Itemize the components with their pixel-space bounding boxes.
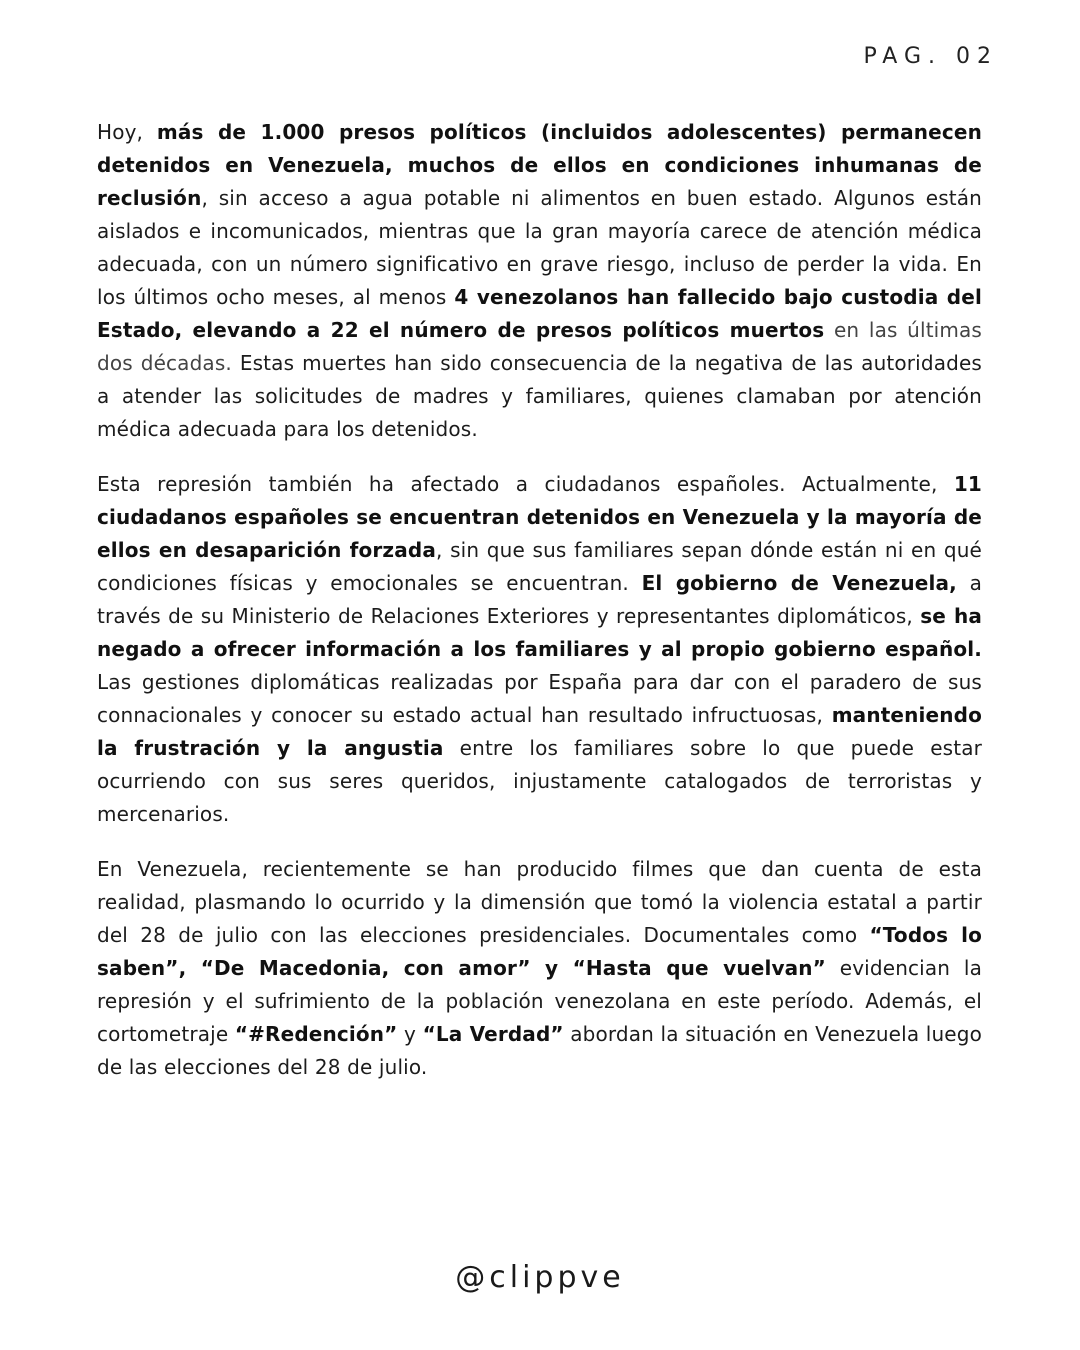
article-body — [97, 116, 982, 1106]
bold-segment: “La Verdad” — [422, 1022, 564, 1046]
paragraph-political-prisoners — [97, 116, 982, 446]
text-segment: Esta represión también ha afectado a ciudadanos españoles. Actualmente, — [97, 472, 954, 496]
text-segment: entre los familiares sobre lo que puede estar ocurriendo con sus seres queridos, injustamente catalogados de terroristas y mercenarios. — [97, 736, 982, 826]
bold-segment: El gobierno de Venezuela, — [641, 571, 957, 595]
bold-segment: más de 1.000 presos políticos (incluidos adolescentes) permanecen detenidos en Venezuela, muchos de ellos en condiciones inhumanas de reclusión — [97, 120, 982, 210]
text-segment: Hoy, — [97, 120, 157, 144]
text-segment: , sin acceso a agua potable ni alimentos en buen estado. Algunos están aislados e incomunicados, mientras que la gran mayoría carece de atención médica adecuada, con un número significativo en grave riesgo, incluso de perder la vida. En los últimos ocho meses, al menos — [97, 186, 982, 309]
text-segment: y — [397, 1022, 423, 1046]
paragraph-spanish-citizens — [97, 468, 982, 831]
social-handle: @clippve — [455, 1260, 625, 1295]
text-segment: evidencian la represión y el sufrimiento de la población venezolana en este período. Además, el cortometraje — [97, 956, 982, 1046]
bold-segment: se ha negado a ofrecer información a los familiares y al propio gobierno español. — [97, 604, 982, 661]
text-segment: abordan la situación en Venezuela luego de las elecciones del 28 de julio. — [97, 1022, 982, 1079]
bold-segment: “#Redención” — [234, 1022, 398, 1046]
text-segment: en las últimas dos décadas. — [97, 318, 982, 375]
text-segment: En Venezuela, recientemente se han producido filmes que dan cuenta de esta realidad, plasmando lo ocurrido y la dimensión que tomó la violencia estatal a partir del 28 de julio con las elecciones presidenciales. Documentales como — [97, 857, 982, 947]
bold-segment: manteniendo la frustración y la angustia — [97, 703, 982, 760]
text-segment: Estas muertes han sido consecuencia de la negativa de las autoridades a atender las solicitudes de madres y familiares, quienes clamaban por atención médica adecuada para los detenidos. — [97, 351, 982, 441]
paragraph-films — [97, 853, 982, 1084]
bold-segment: 11 ciudadanos españoles se encuentran detenidos en Venezuela y la mayoría de ellos en desaparición forzada — [97, 472, 982, 562]
bold-segment: “Todos lo saben”, “De Macedonia, con amor” y “Hasta que vuelvan” — [97, 923, 982, 980]
page-number: PAG. 02 — [863, 44, 998, 69]
bold-segment: 4 venezolanos han fallecido bajo custodia del Estado, elevando a 22 el número de presos políticos muertos — [97, 285, 982, 342]
text-segment: , sin que sus familiares sepan dónde están ni en qué condiciones físicas y emocionales se encuentran. — [97, 538, 982, 595]
text-segment: Las gestiones diplomáticas realizadas por España para dar con el paradero de sus connacionales y conocer su estado actual han resultado infructuosas, — [97, 670, 982, 727]
text-segment: a través de su Ministerio de Relaciones Exteriores y representantes diplomáticos, — [97, 571, 982, 628]
